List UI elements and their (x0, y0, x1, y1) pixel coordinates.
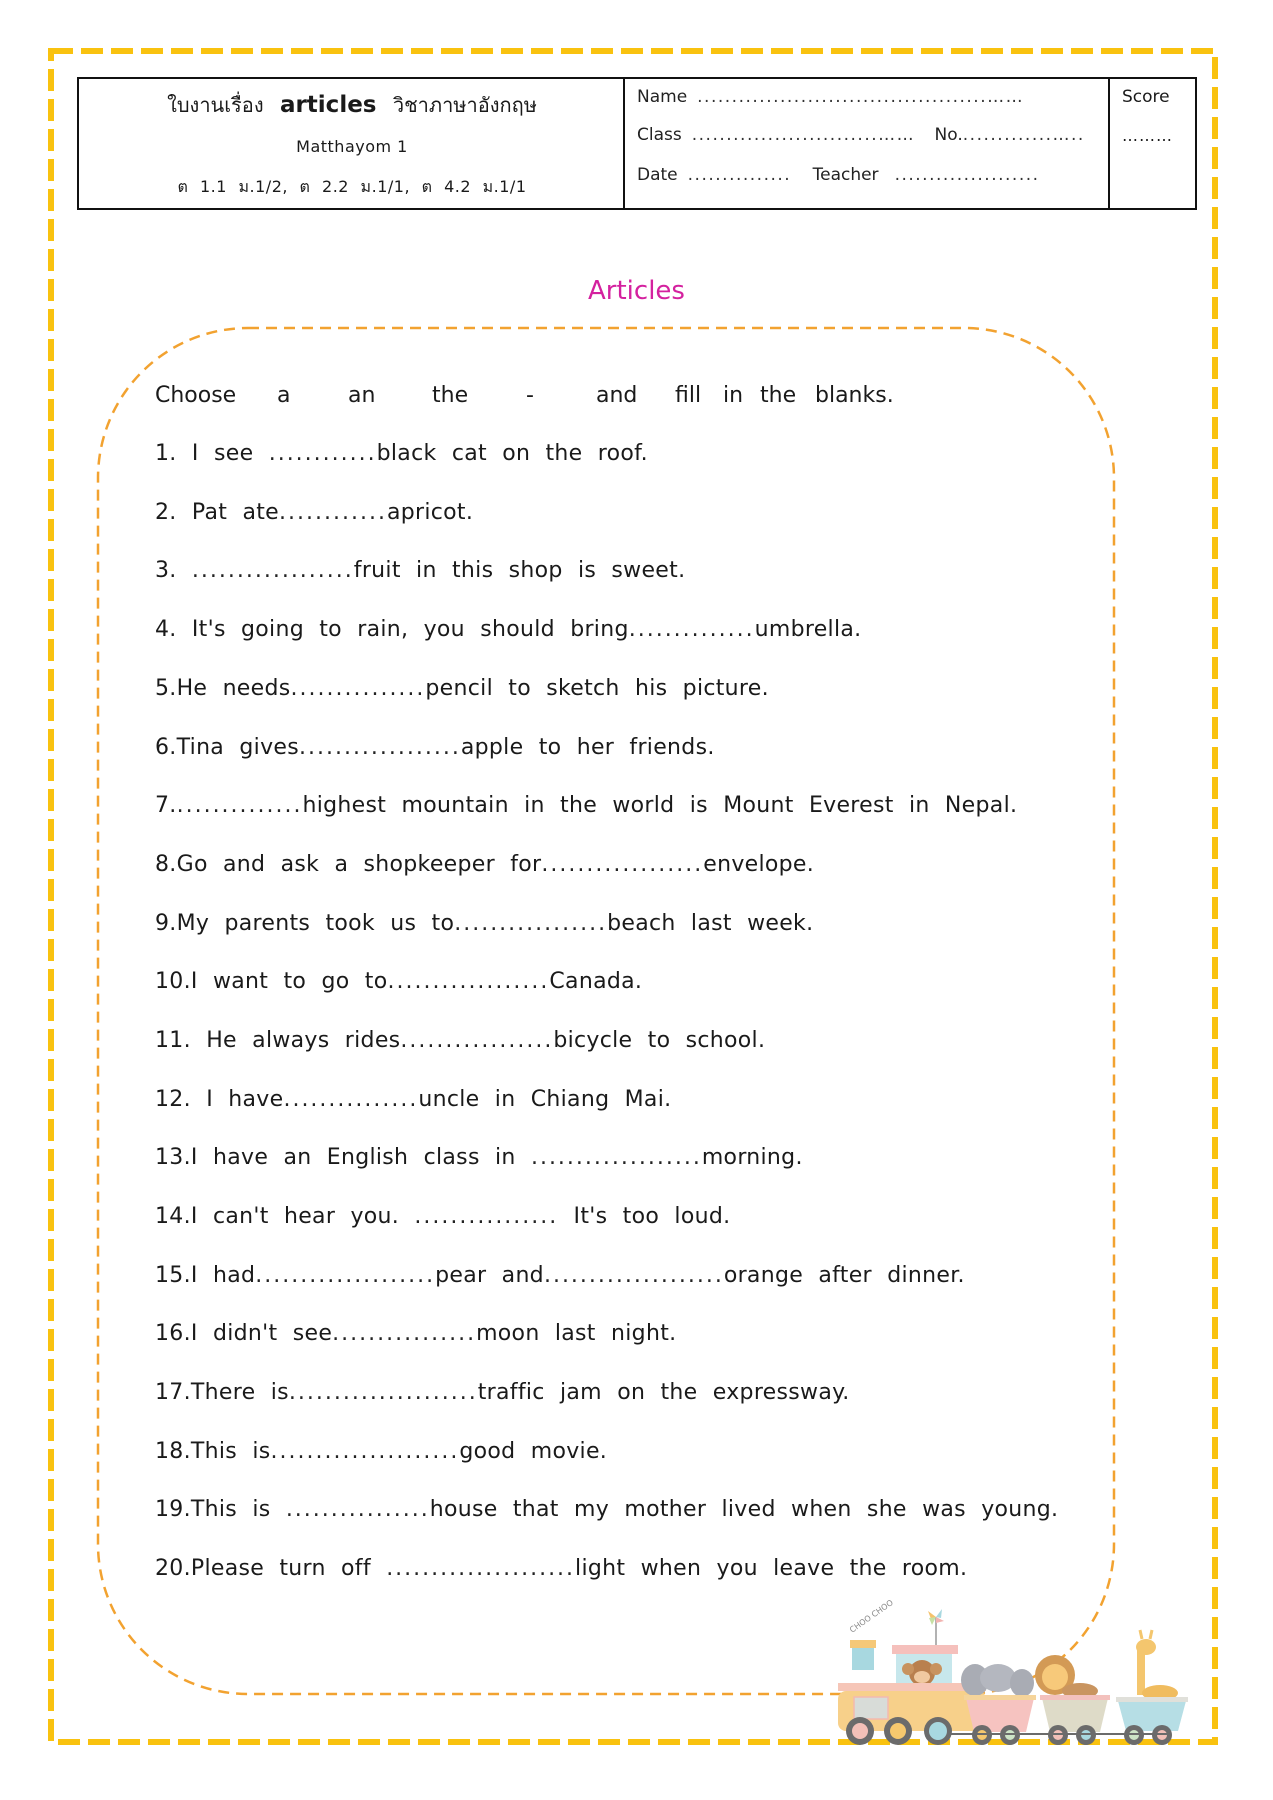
question-number: 17. (155, 1380, 191, 1405)
question-text: He needs (176, 676, 291, 701)
question-3 (155, 558, 685, 583)
question-number: 18. (155, 1439, 191, 1464)
question-text: black cat on the roof. (376, 441, 648, 466)
question-text: pear and (435, 1263, 544, 1288)
answer-blank[interactable]: .................. (387, 969, 550, 994)
question-text: umbrella. (754, 617, 862, 642)
choo-text (848, 1598, 895, 1635)
question-number: 10. (155, 969, 191, 994)
instruction-word: in (723, 383, 744, 408)
question-text: This is (190, 1497, 286, 1522)
elephant-car (961, 1664, 1036, 1745)
question-number: 12. (155, 1087, 191, 1112)
answer-blank[interactable]: .................... (543, 1263, 724, 1288)
question-text: I can't hear you. (190, 1204, 415, 1229)
question-number: 15. (155, 1263, 191, 1288)
question-text: I had (190, 1263, 256, 1288)
grade-level: Matthayom 1 (296, 137, 408, 156)
answer-blank[interactable]: .................. (191, 558, 354, 583)
answer-blank[interactable]: .............. (628, 617, 755, 642)
question-number: 5. (155, 676, 177, 701)
question-text: My parents took us to (176, 911, 455, 936)
question-number: 1. (155, 441, 177, 466)
title-subject: วิชาภาษาอังกฤษ (392, 93, 537, 117)
score-box (1112, 79, 1195, 208)
question-number: 9. (155, 911, 177, 936)
question-number: 20. (155, 1556, 191, 1581)
question-13 (155, 1145, 803, 1170)
option-none: - (526, 383, 534, 408)
option-the: the (432, 383, 469, 408)
question-text: house that my mother lived when she was young. (429, 1497, 1059, 1522)
answer-blank[interactable]: .................. (298, 735, 461, 760)
question-11 (155, 1028, 765, 1053)
question-number: 2. (155, 500, 177, 525)
answer-blank[interactable]: .................... (255, 1263, 436, 1288)
page-title: Articles (588, 276, 685, 306)
question-10 (155, 969, 642, 994)
option-an: an (348, 383, 376, 408)
question-text: fruit in this shop is sweet. (353, 558, 686, 583)
question-16 (155, 1321, 676, 1346)
answer-blank[interactable]: ............ (279, 500, 387, 525)
answer-blank[interactable]: ............... (283, 1087, 419, 1112)
question-number: 16. (155, 1321, 191, 1346)
question-text: I want to go to (190, 969, 388, 994)
answer-blank[interactable]: ................... (530, 1145, 702, 1170)
question-text: I see (191, 441, 269, 466)
answer-blank[interactable]: ................. (454, 911, 608, 936)
question-text: light when you leave the room. (575, 1556, 968, 1581)
answer-blank[interactable]: .................. (541, 852, 704, 877)
question-text: morning. (701, 1145, 803, 1170)
lion-car (1035, 1655, 1110, 1745)
teacher-blank[interactable]: ..................... (894, 165, 1040, 185)
question-6 (155, 735, 715, 760)
title-prefix: ใบงานเรื่อง (167, 93, 264, 117)
question-number: 8. (155, 852, 177, 877)
question-text: This is (190, 1439, 271, 1464)
question-text: bicycle to school. (553, 1028, 766, 1053)
question-17 (155, 1380, 850, 1405)
question-number: 19. (155, 1497, 191, 1522)
name-label: Name (637, 87, 688, 107)
name-field[interactable] (637, 87, 1102, 107)
class-label: Class (637, 125, 682, 145)
answer-blank[interactable]: ..................... (270, 1439, 460, 1464)
question-20 (155, 1556, 967, 1581)
question-12 (155, 1087, 671, 1112)
question-14 (155, 1204, 730, 1229)
class-no-field (637, 125, 1102, 145)
question-text: Please turn off (190, 1556, 387, 1581)
instruction-word: the (760, 383, 797, 408)
answer-blank[interactable]: ............ (268, 441, 377, 466)
question-4 (155, 617, 861, 642)
animal-train-illustration (830, 1595, 1210, 1745)
question-number: 11. (155, 1028, 191, 1053)
question-15 (155, 1263, 965, 1288)
name-blank[interactable]: ..........................................…… (697, 87, 1025, 107)
question-text: traffic jam on the expressway. (477, 1380, 850, 1405)
exercise-frame (96, 326, 1116, 1696)
question-text: good movie. (459, 1439, 608, 1464)
question-5 (155, 676, 769, 701)
question-text: Go and ask a shopkeeper for (176, 852, 542, 877)
question-text: It's going to rain, you should bring (191, 617, 629, 642)
question-text: apple to her friends. (460, 735, 715, 760)
number-label: No. (934, 125, 963, 145)
answer-blank[interactable]: ................ (414, 1204, 559, 1229)
question-text: Canada. (549, 969, 643, 994)
worksheet-info (79, 79, 625, 208)
pinwheel-icon (928, 1609, 944, 1645)
score-blank[interactable]: ……… (1122, 126, 1173, 145)
question-text: highest mountain in the world is Mount Everest in Nepal. (302, 793, 1018, 818)
teacher-label: Teacher (812, 165, 879, 185)
answer-blank[interactable]: ................. (400, 1028, 554, 1053)
class-blank[interactable]: ...........................…… (691, 125, 916, 145)
question-text: There is (190, 1380, 289, 1405)
title-topic: articles (279, 92, 377, 118)
question-text: I have an English class in (190, 1145, 531, 1170)
question-number: 4. (155, 617, 177, 642)
question-number: 14. (155, 1204, 191, 1229)
question-9 (155, 911, 813, 936)
answer-blank[interactable]: .............. (176, 793, 303, 818)
question-number: 6. (155, 735, 177, 760)
date-blank[interactable]: ............... (687, 165, 792, 185)
answer-blank[interactable]: ..................... (288, 1380, 478, 1405)
question-text: orange after dinner. (723, 1263, 965, 1288)
question-text: apricot. (386, 500, 474, 525)
date-label: Date (637, 165, 678, 185)
instruction-word: fill (675, 383, 702, 408)
question-text: He always rides (206, 1028, 401, 1053)
question-text: beach last week. (607, 911, 814, 936)
answer-blank[interactable]: ............... (290, 676, 426, 701)
question-7 (155, 793, 1017, 818)
question-number: 3. (155, 558, 177, 583)
instruction-word: and (596, 383, 638, 408)
score-label: Score (1122, 87, 1170, 107)
question-text: moon last night. (476, 1321, 677, 1346)
question-18 (155, 1439, 607, 1464)
answer-blank[interactable]: ................ (332, 1321, 477, 1346)
question-number: 13. (155, 1145, 191, 1170)
curriculum-standards: ต 1.1 ม.1/2, ต 2.2 ม.1/1, ต 4.2 ม.1/1 (177, 177, 527, 196)
instruction-word: blanks. (815, 383, 894, 408)
engine (838, 1640, 986, 1745)
giraffe-car (1116, 1630, 1188, 1745)
number-blank[interactable]: .............….. (962, 125, 1085, 145)
question-2 (155, 500, 473, 525)
student-fields (627, 79, 1110, 208)
answer-blank[interactable]: ..................... (386, 1556, 576, 1581)
question-text: I didn't see (190, 1321, 333, 1346)
instruction-word: Choose (155, 383, 237, 408)
option-a: a (277, 383, 291, 408)
question-text: Tina gives (176, 735, 299, 760)
question-text: I have (206, 1087, 284, 1112)
question-text: Pat ate (191, 500, 280, 525)
answer-blank[interactable]: ................ (285, 1497, 430, 1522)
question-text: pencil to sketch his picture. (425, 676, 769, 701)
worksheet-title (79, 89, 625, 121)
question-8 (155, 852, 814, 877)
question-19 (155, 1497, 1058, 1522)
question-text: envelope. (703, 852, 815, 877)
date-teacher-field (637, 165, 1102, 185)
question-text: It's too loud. (558, 1204, 731, 1229)
svg-text:CHOO CHOO: CHOO CHOO (847, 1598, 895, 1635)
question-text: uncle in Chiang Mai. (418, 1087, 672, 1112)
question-1 (155, 441, 648, 466)
question-number: 7. (155, 793, 177, 818)
worksheet-header (77, 77, 1197, 210)
